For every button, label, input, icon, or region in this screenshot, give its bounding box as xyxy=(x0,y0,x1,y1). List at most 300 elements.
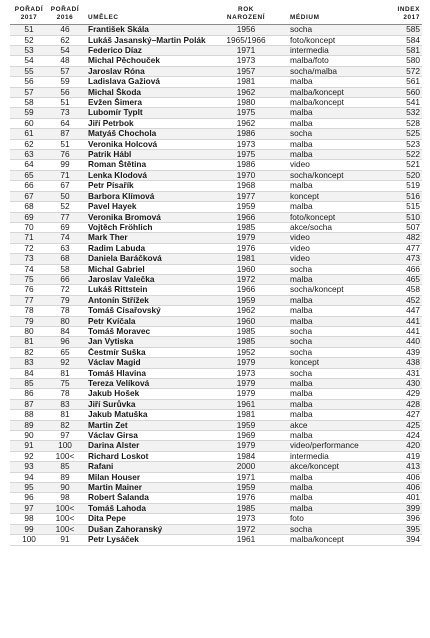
cell-rank-2017: 59 xyxy=(10,108,48,118)
table-row xyxy=(10,472,422,482)
cell-medium: malba/koncept xyxy=(284,98,380,108)
cell-rank-2017: 53 xyxy=(10,46,48,56)
table-row xyxy=(10,337,422,347)
cell-artist: Jakub Hošek xyxy=(82,389,208,399)
cell-birth-year: 1957 xyxy=(208,66,284,76)
cell-rank-2016: 75 xyxy=(48,379,82,389)
table-row xyxy=(10,35,422,45)
cell-index-2017: 441 xyxy=(380,316,422,326)
cell-rank-2016: 58 xyxy=(48,264,82,274)
table-row xyxy=(10,493,422,503)
cell-birth-year: 1961 xyxy=(208,399,284,409)
cell-index-2017: 465 xyxy=(380,274,422,284)
cell-medium: malba xyxy=(284,379,380,389)
cell-index-2017: 541 xyxy=(380,98,422,108)
cell-rank-2016: 97 xyxy=(48,431,82,441)
table-row xyxy=(10,150,422,160)
cell-artist: Václav Magid xyxy=(82,358,208,368)
cell-index-2017: 440 xyxy=(380,337,422,347)
cell-birth-year: 1971 xyxy=(208,472,284,482)
cell-index-2017: 428 xyxy=(380,399,422,409)
cell-rank-2016: 100< xyxy=(48,514,82,524)
cell-index-2017: 585 xyxy=(380,25,422,35)
cell-rank-2017: 81 xyxy=(10,337,48,347)
cell-birth-year: 1959 xyxy=(208,295,284,305)
cell-medium: socha xyxy=(284,347,380,357)
cell-birth-year: 1975 xyxy=(208,108,284,118)
cell-artist: Veronika Bromová xyxy=(82,212,208,222)
cell-index-2017: 525 xyxy=(380,129,422,139)
cell-artist: Tomáš Hlavina xyxy=(82,368,208,378)
cell-birth-year: 1959 xyxy=(208,483,284,493)
cell-rank-2017: 65 xyxy=(10,170,48,180)
cell-rank-2016: 50 xyxy=(48,191,82,201)
cell-rank-2017: 99 xyxy=(10,524,48,534)
cell-birth-year: 1952 xyxy=(208,347,284,357)
cell-rank-2016: 91 xyxy=(48,535,82,545)
cell-medium: malba xyxy=(284,493,380,503)
cell-rank-2017: 83 xyxy=(10,358,48,368)
cell-rank-2016: 90 xyxy=(48,483,82,493)
cell-medium: malba xyxy=(284,483,380,493)
cell-rank-2016: 98 xyxy=(48,493,82,503)
cell-artist: Čestmír Suška xyxy=(82,347,208,357)
cell-index-2017: 572 xyxy=(380,66,422,76)
cell-artist: Jiří Petrbok xyxy=(82,118,208,128)
cell-medium: video xyxy=(284,243,380,253)
cell-artist: Milan Houser xyxy=(82,472,208,482)
cell-medium: malba xyxy=(284,399,380,409)
cell-medium: socha xyxy=(284,326,380,336)
cell-rank-2017: 64 xyxy=(10,160,48,170)
cell-artist: Petr Lysáček xyxy=(82,535,208,545)
table-row xyxy=(10,243,422,253)
cell-rank-2016: 71 xyxy=(48,170,82,180)
cell-rank-2016: 81 xyxy=(48,410,82,420)
cell-medium: malba xyxy=(284,431,380,441)
cell-index-2017: 420 xyxy=(380,441,422,451)
cell-artist: Evžen Šimera xyxy=(82,98,208,108)
cell-birth-year: 1962 xyxy=(208,306,284,316)
table-row xyxy=(10,399,422,409)
cell-artist: Rafani xyxy=(82,462,208,472)
cell-rank-2016: 100 xyxy=(48,441,82,451)
cell-rank-2017: 73 xyxy=(10,254,48,264)
cell-rank-2017: 82 xyxy=(10,347,48,357)
cell-rank-2017: 90 xyxy=(10,431,48,441)
cell-artist: Veronika Holcová xyxy=(82,139,208,149)
cell-index-2017: 519 xyxy=(380,181,422,191)
cell-index-2017: 394 xyxy=(380,535,422,545)
cell-rank-2017: 55 xyxy=(10,66,48,76)
cell-birth-year: 1962 xyxy=(208,87,284,97)
cell-artist: Lubomír Typlt xyxy=(82,108,208,118)
cell-artist: František Skála xyxy=(82,25,208,35)
cell-rank-2017: 75 xyxy=(10,274,48,284)
cell-rank-2016: 67 xyxy=(48,181,82,191)
cell-rank-2016: 76 xyxy=(48,150,82,160)
cell-index-2017: 560 xyxy=(380,87,422,97)
cell-index-2017: 528 xyxy=(380,118,422,128)
cell-index-2017: 395 xyxy=(380,524,422,534)
cell-medium: malba xyxy=(284,472,380,482)
cell-index-2017: 522 xyxy=(380,150,422,160)
cell-medium: socha xyxy=(284,337,380,347)
cell-rank-2017: 80 xyxy=(10,326,48,336)
cell-birth-year: 1984 xyxy=(208,451,284,461)
cell-artist: Jan Vytiska xyxy=(82,337,208,347)
cell-birth-year: 1972 xyxy=(208,274,284,284)
cell-birth-year: 1970 xyxy=(208,170,284,180)
table-row xyxy=(10,368,422,378)
cell-artist: Dušan Zahoranský xyxy=(82,524,208,534)
cell-artist: Martin Zet xyxy=(82,420,208,430)
table-row xyxy=(10,222,422,232)
cell-birth-year: 1976 xyxy=(208,243,284,253)
cell-rank-2017: 63 xyxy=(10,150,48,160)
table-row xyxy=(10,379,422,389)
cell-birth-year: 1969 xyxy=(208,431,284,441)
cell-artist: Richard Loskot xyxy=(82,451,208,461)
table-row xyxy=(10,295,422,305)
cell-rank-2016: 62 xyxy=(48,35,82,45)
table-row xyxy=(10,420,422,430)
cell-artist: Lenka Klodová xyxy=(82,170,208,180)
cell-artist: Pavel Hayek xyxy=(82,202,208,212)
cell-rank-2016: 83 xyxy=(48,399,82,409)
cell-rank-2017: 97 xyxy=(10,503,48,513)
cell-artist: Daniela Baráčková xyxy=(82,254,208,264)
cell-artist: Petr Kvíčala xyxy=(82,316,208,326)
table-row xyxy=(10,254,422,264)
cell-rank-2017: 67 xyxy=(10,191,48,201)
cell-rank-2017: 51 xyxy=(10,25,48,35)
cell-index-2017: 458 xyxy=(380,285,422,295)
table-row xyxy=(10,389,422,399)
cell-rank-2016: 66 xyxy=(48,274,82,284)
cell-rank-2016: 54 xyxy=(48,46,82,56)
cell-rank-2017: 57 xyxy=(10,87,48,97)
cell-rank-2017: 52 xyxy=(10,35,48,45)
cell-artist: Federico Díaz xyxy=(82,46,208,56)
cell-rank-2016: 56 xyxy=(48,87,82,97)
table-row xyxy=(10,264,422,274)
table-row xyxy=(10,25,422,35)
cell-medium: malba xyxy=(284,108,380,118)
cell-index-2017: 581 xyxy=(380,46,422,56)
cell-index-2017: 447 xyxy=(380,306,422,316)
cell-index-2017: 425 xyxy=(380,420,422,430)
cell-artist: Michal Pěchouček xyxy=(82,56,208,66)
cell-birth-year: 1973 xyxy=(208,56,284,66)
cell-rank-2017: 56 xyxy=(10,77,48,87)
cell-birth-year: 1965/1966 xyxy=(208,35,284,45)
cell-medium: akce xyxy=(284,420,380,430)
cell-rank-2016: 99 xyxy=(48,160,82,170)
cell-birth-year: 1985 xyxy=(208,326,284,336)
cell-index-2017: 429 xyxy=(380,389,422,399)
cell-index-2017: 516 xyxy=(380,191,422,201)
cell-birth-year: 1961 xyxy=(208,535,284,545)
cell-rank-2016: 64 xyxy=(48,118,82,128)
cell-rank-2017: 100 xyxy=(10,535,48,545)
cell-medium: koncept xyxy=(284,191,380,201)
cell-birth-year: 1962 xyxy=(208,118,284,128)
cell-index-2017: 430 xyxy=(380,379,422,389)
cell-rank-2017: 68 xyxy=(10,202,48,212)
artist-ranking-table xyxy=(10,6,422,546)
cell-rank-2017: 95 xyxy=(10,483,48,493)
cell-medium: malba xyxy=(284,316,380,326)
cell-rank-2017: 98 xyxy=(10,514,48,524)
cell-index-2017: 438 xyxy=(380,358,422,368)
table-row xyxy=(10,451,422,461)
cell-medium: intermedia xyxy=(284,46,380,56)
cell-medium: intermedia xyxy=(284,451,380,461)
cell-rank-2016: 78 xyxy=(48,389,82,399)
header-birth-year: ROK NAROZENÍ xyxy=(226,6,266,21)
cell-birth-year: 1956 xyxy=(208,25,284,35)
cell-rank-2017: 74 xyxy=(10,264,48,274)
cell-rank-2017: 84 xyxy=(10,368,48,378)
cell-artist: Martin Mainer xyxy=(82,483,208,493)
cell-birth-year: 1960 xyxy=(208,316,284,326)
cell-artist: Vojtěch Fröhlich xyxy=(82,222,208,232)
cell-rank-2017: 85 xyxy=(10,379,48,389)
cell-artist: Antonín Střížek xyxy=(82,295,208,305)
cell-index-2017: 482 xyxy=(380,233,422,243)
cell-birth-year: 1973 xyxy=(208,139,284,149)
cell-rank-2016: 78 xyxy=(48,306,82,316)
cell-birth-year: 1979 xyxy=(208,233,284,243)
cell-rank-2016: 59 xyxy=(48,77,82,87)
cell-rank-2017: 87 xyxy=(10,399,48,409)
cell-rank-2016: 52 xyxy=(48,202,82,212)
cell-rank-2016: 72 xyxy=(48,285,82,295)
cell-rank-2017: 89 xyxy=(10,420,48,430)
cell-rank-2016: 68 xyxy=(48,254,82,264)
cell-birth-year: 1986 xyxy=(208,160,284,170)
cell-birth-year: 1985 xyxy=(208,222,284,232)
cell-artist: Petr Písařík xyxy=(82,181,208,191)
table-row xyxy=(10,98,422,108)
cell-rank-2017: 54 xyxy=(10,56,48,66)
cell-artist: Václav Girsa xyxy=(82,431,208,441)
table-row xyxy=(10,483,422,493)
cell-birth-year: 1972 xyxy=(208,524,284,534)
cell-rank-2017: 66 xyxy=(10,181,48,191)
cell-index-2017: 406 xyxy=(380,472,422,482)
cell-rank-2016: 89 xyxy=(48,472,82,482)
cell-medium: malba xyxy=(284,306,380,316)
cell-birth-year: 1959 xyxy=(208,202,284,212)
table-row xyxy=(10,306,422,316)
cell-rank-2016: 100< xyxy=(48,451,82,461)
cell-index-2017: 466 xyxy=(380,264,422,274)
cell-rank-2016: 63 xyxy=(48,243,82,253)
cell-rank-2017: 88 xyxy=(10,410,48,420)
cell-index-2017: 477 xyxy=(380,243,422,253)
cell-birth-year: 1986 xyxy=(208,129,284,139)
cell-rank-2017: 92 xyxy=(10,451,48,461)
cell-rank-2016: 57 xyxy=(48,66,82,76)
header-rank-2017: POŘADÍ 2017 xyxy=(14,6,44,21)
cell-index-2017: 413 xyxy=(380,462,422,472)
cell-medium: malba xyxy=(284,139,380,149)
table-row xyxy=(10,285,422,295)
table-row xyxy=(10,535,422,545)
cell-medium: video/performance xyxy=(284,441,380,451)
cell-artist: Lukáš Rittstein xyxy=(82,285,208,295)
cell-artist: Lukáš Jasanský–Martin Polák xyxy=(82,35,208,45)
cell-rank-2016: 87 xyxy=(48,129,82,139)
cell-birth-year: 2000 xyxy=(208,462,284,472)
cell-medium: malba xyxy=(284,202,380,212)
cell-index-2017: 424 xyxy=(380,431,422,441)
table-row xyxy=(10,431,422,441)
cell-rank-2017: 76 xyxy=(10,285,48,295)
table-row xyxy=(10,160,422,170)
cell-index-2017: 431 xyxy=(380,368,422,378)
cell-medium: video xyxy=(284,233,380,243)
cell-rank-2016: 100< xyxy=(48,524,82,534)
cell-birth-year: 1979 xyxy=(208,379,284,389)
cell-rank-2016: 65 xyxy=(48,347,82,357)
cell-birth-year: 1966 xyxy=(208,285,284,295)
table-row xyxy=(10,462,422,472)
cell-artist: Roman Štětina xyxy=(82,160,208,170)
cell-index-2017: 520 xyxy=(380,170,422,180)
cell-medium: video xyxy=(284,254,380,264)
cell-rank-2017: 62 xyxy=(10,139,48,149)
table-header xyxy=(10,6,422,25)
cell-index-2017: 396 xyxy=(380,514,422,524)
cell-medium: malba/koncept xyxy=(284,87,380,97)
cell-rank-2016: 84 xyxy=(48,326,82,336)
cell-rank-2016: 73 xyxy=(48,108,82,118)
table-row xyxy=(10,233,422,243)
cell-birth-year: 1981 xyxy=(208,410,284,420)
cell-rank-2016: 82 xyxy=(48,420,82,430)
cell-rank-2017: 86 xyxy=(10,389,48,399)
cell-birth-year: 1981 xyxy=(208,254,284,264)
cell-medium: socha xyxy=(284,264,380,274)
cell-medium: malba/foto xyxy=(284,56,380,66)
table-row xyxy=(10,129,422,139)
cell-rank-2016: 74 xyxy=(48,233,82,243)
cell-medium: foto/koncept xyxy=(284,212,380,222)
cell-rank-2017: 77 xyxy=(10,295,48,305)
cell-medium: malba xyxy=(284,274,380,284)
header-medium: MÉDIUM xyxy=(290,13,320,21)
cell-artist: Michal Škoda xyxy=(82,87,208,97)
cell-medium: video xyxy=(284,160,380,170)
table-row xyxy=(10,108,422,118)
cell-rank-2017: 79 xyxy=(10,316,48,326)
cell-rank-2017: 69 xyxy=(10,212,48,222)
cell-rank-2016: 81 xyxy=(48,368,82,378)
cell-artist: Tomáš Lahoda xyxy=(82,503,208,513)
cell-index-2017: 507 xyxy=(380,222,422,232)
table-row xyxy=(10,274,422,284)
cell-birth-year: 1985 xyxy=(208,337,284,347)
cell-rank-2016: 96 xyxy=(48,337,82,347)
cell-artist: Jiří Surůvka xyxy=(82,399,208,409)
cell-artist: Patrik Hábl xyxy=(82,150,208,160)
table-row xyxy=(10,514,422,524)
table-row xyxy=(10,170,422,180)
cell-medium: foto/koncept xyxy=(284,35,380,45)
table-row xyxy=(10,212,422,222)
header-row xyxy=(10,6,422,25)
cell-index-2017: 427 xyxy=(380,410,422,420)
cell-birth-year: 1985 xyxy=(208,503,284,513)
cell-medium: malba xyxy=(284,295,380,305)
cell-birth-year: 1959 xyxy=(208,420,284,430)
cell-rank-2016: 48 xyxy=(48,56,82,66)
table-body xyxy=(10,25,422,545)
table-row xyxy=(10,503,422,513)
cell-rank-2017: 78 xyxy=(10,306,48,316)
cell-medium: malba xyxy=(284,150,380,160)
header-rank-2016: POŘADÍ 2016 xyxy=(50,6,80,21)
cell-rank-2017: 72 xyxy=(10,243,48,253)
cell-rank-2016: 80 xyxy=(48,316,82,326)
table-row xyxy=(10,410,422,420)
cell-medium: foto xyxy=(284,514,380,524)
cell-rank-2016: 77 xyxy=(48,212,82,222)
cell-index-2017: 510 xyxy=(380,212,422,222)
cell-medium: akce/koncept xyxy=(284,462,380,472)
cell-artist: Michal Gabriel xyxy=(82,264,208,274)
cell-birth-year: 1979 xyxy=(208,389,284,399)
cell-medium: malba xyxy=(284,503,380,513)
cell-index-2017: 452 xyxy=(380,295,422,305)
cell-rank-2017: 70 xyxy=(10,222,48,232)
cell-rank-2016: 92 xyxy=(48,358,82,368)
cell-medium: socha/koncept xyxy=(284,285,380,295)
cell-birth-year: 1973 xyxy=(208,514,284,524)
cell-medium: socha xyxy=(284,129,380,139)
cell-birth-year: 1981 xyxy=(208,77,284,87)
table-row xyxy=(10,202,422,212)
cell-rank-2016: 69 xyxy=(48,222,82,232)
cell-rank-2016: 100< xyxy=(48,503,82,513)
cell-medium: koncept xyxy=(284,358,380,368)
cell-artist: Radim Labuda xyxy=(82,243,208,253)
cell-rank-2017: 96 xyxy=(10,493,48,503)
cell-index-2017: 523 xyxy=(380,139,422,149)
cell-rank-2016: 51 xyxy=(48,139,82,149)
cell-artist: Jakub Matuška xyxy=(82,410,208,420)
cell-medium: malba xyxy=(284,181,380,191)
cell-index-2017: 561 xyxy=(380,77,422,87)
cell-rank-2017: 94 xyxy=(10,472,48,482)
table-row xyxy=(10,441,422,451)
table-row xyxy=(10,46,422,56)
cell-medium: socha xyxy=(284,524,380,534)
cell-medium: malba/koncept xyxy=(284,535,380,545)
cell-medium: socha/koncept xyxy=(284,170,380,180)
cell-birth-year: 1968 xyxy=(208,181,284,191)
cell-artist: Robert Šalanda xyxy=(82,493,208,503)
cell-birth-year: 1973 xyxy=(208,368,284,378)
table-row xyxy=(10,87,422,97)
cell-index-2017: 401 xyxy=(380,493,422,503)
cell-medium: malba xyxy=(284,410,380,420)
cell-medium: akce/socha xyxy=(284,222,380,232)
cell-birth-year: 1977 xyxy=(208,191,284,201)
